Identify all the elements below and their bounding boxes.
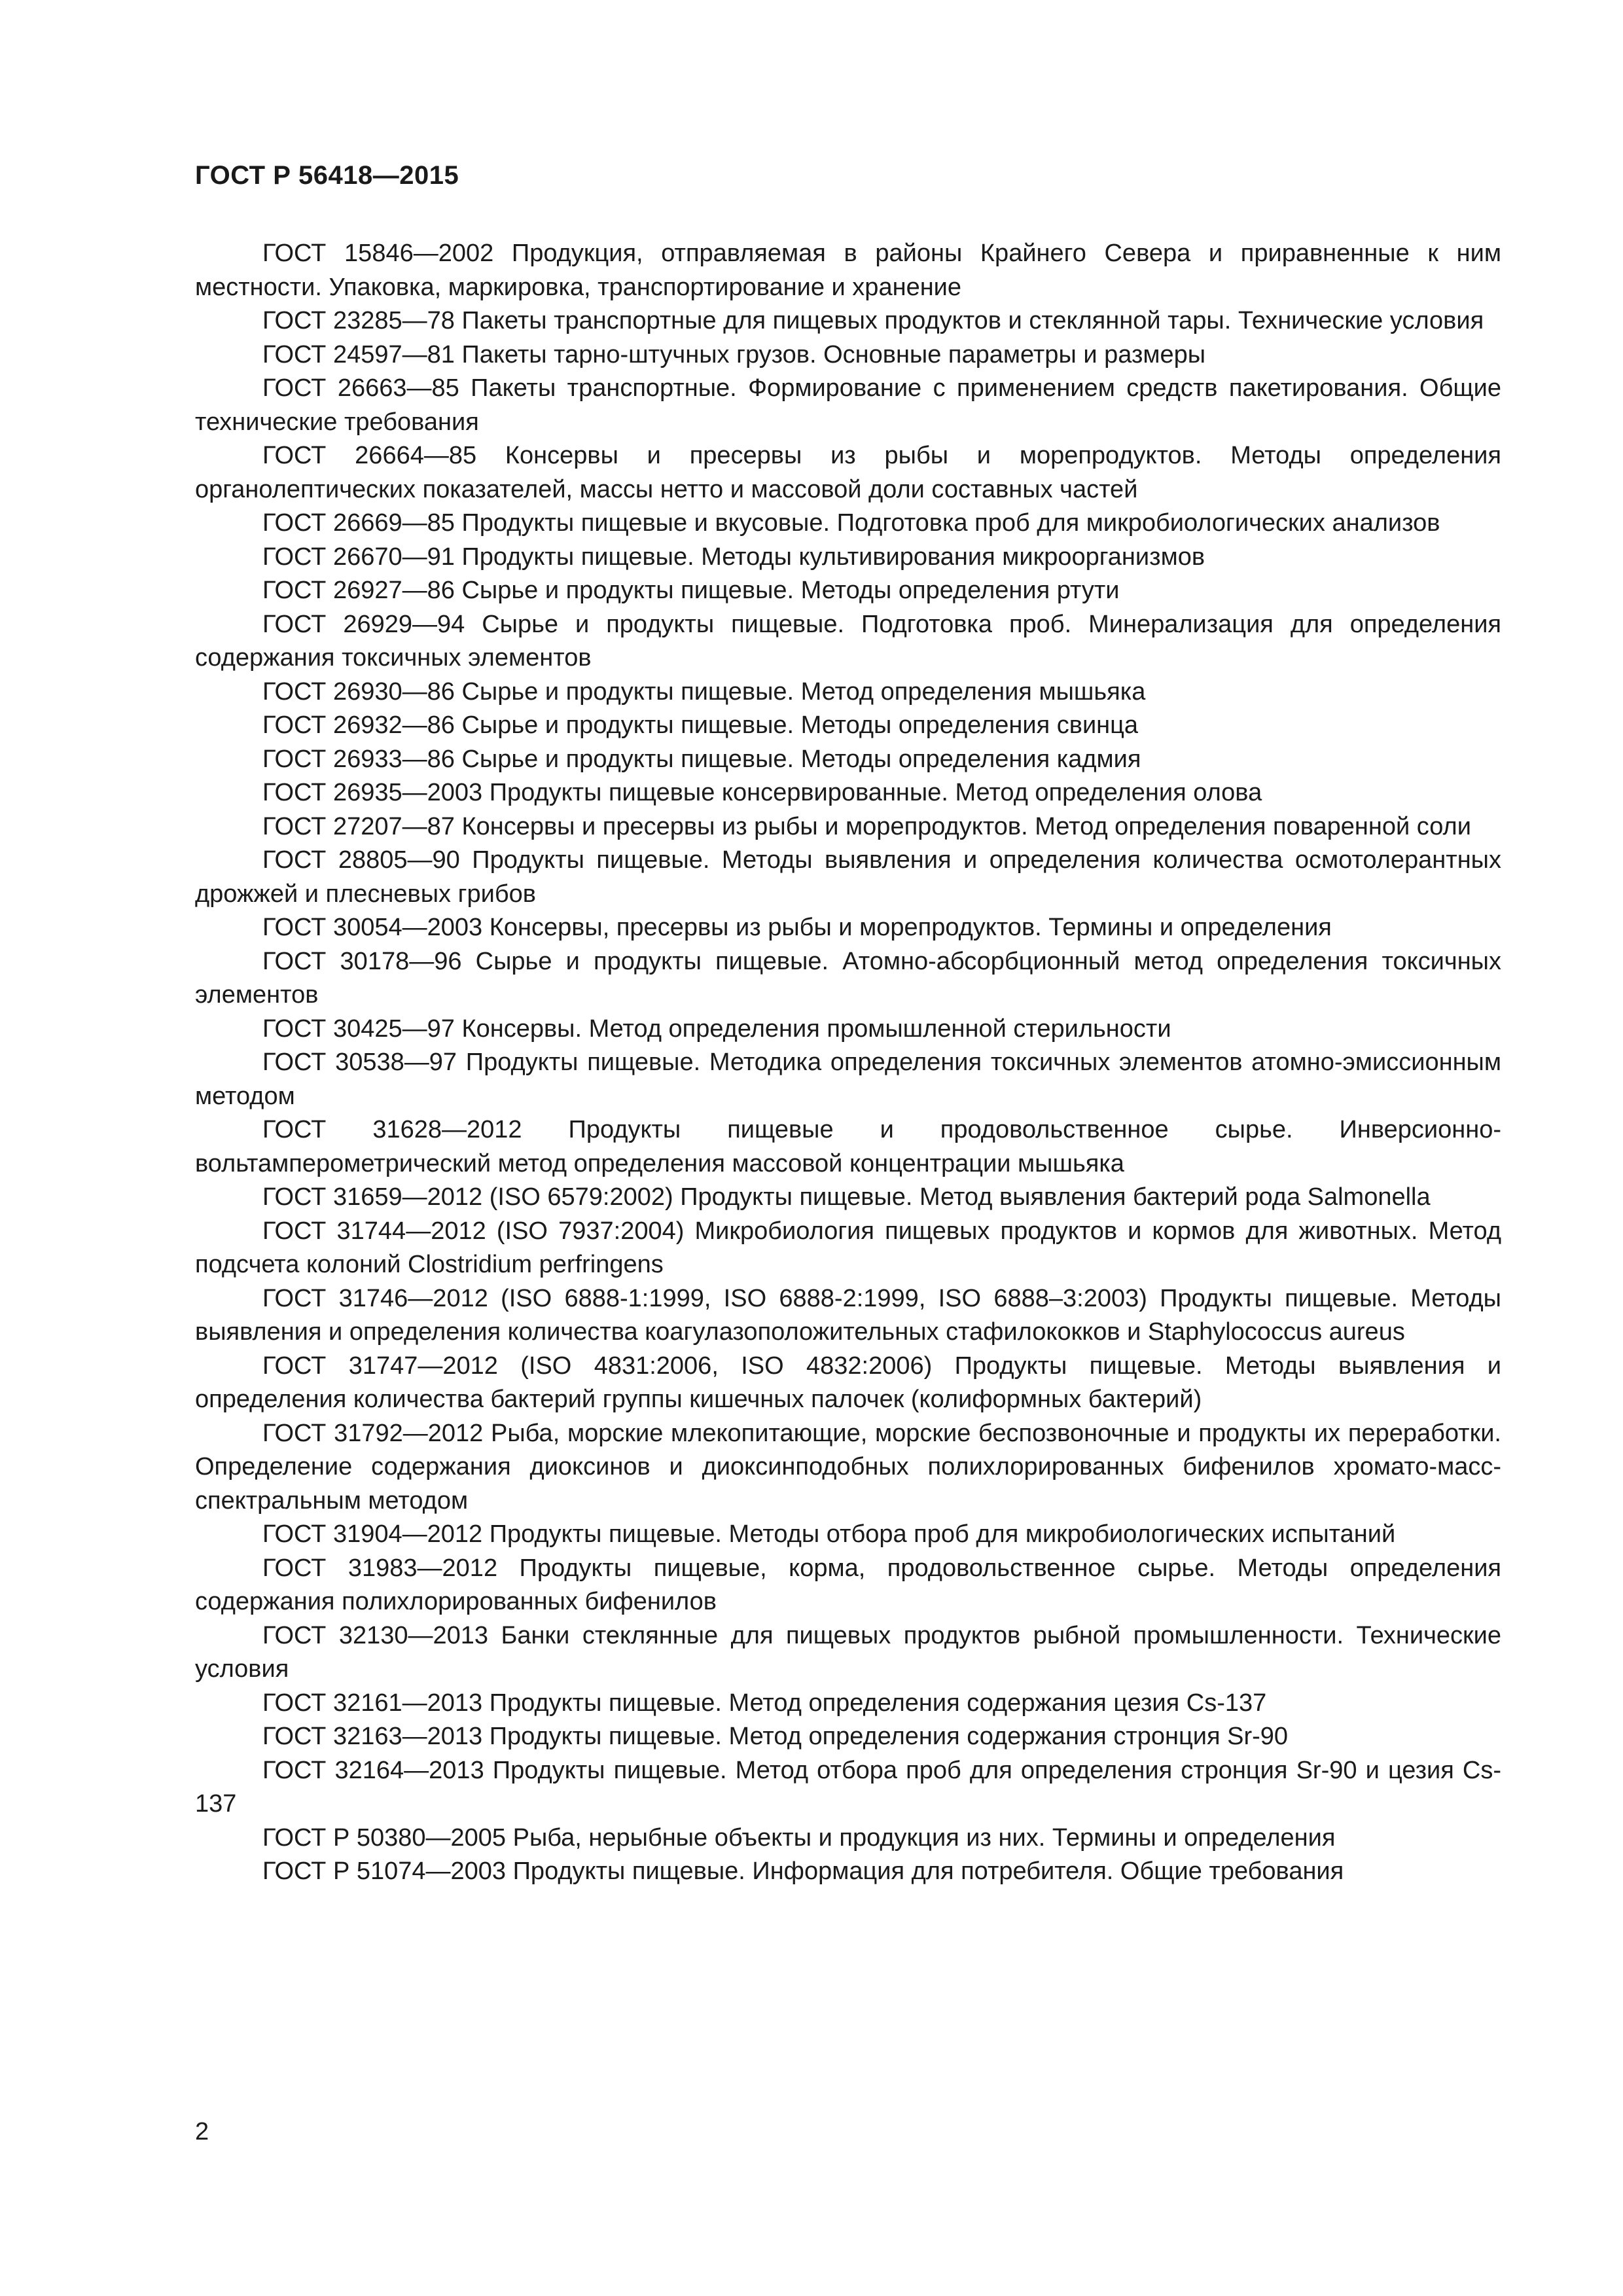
reference-item: ГОСТ 26670—91 Продукты пищевые. Методы культивирования микроорганизмов [262, 543, 1205, 571]
page-header-standard-id: ГОСТ Р 56418—2015 [195, 161, 459, 190]
reference-item: ГОСТ 31747—2012 (ISO 4831:2006, ISO 4832:2006) Продукты пищевые. Методы выявления и определения количества бактерий группы кишечных палочек (колиформных бактерий) [195, 1352, 1501, 1413]
reference-item: ГОСТ 23285—78 Пакеты транспортные для пищевых продуктов и стеклянной тары. Технические условия [262, 307, 1484, 334]
reference-item: ГОСТ 32164—2013 Продукты пищевые. Метод отбора проб для определения стронция Sr-90 и цезия Cs-137 [195, 1756, 1501, 1818]
reference-item: ГОСТ 31904—2012 Продукты пищевые. Методы отбора проб для микробиологических испытаний [262, 1520, 1396, 1548]
reference-item: ГОСТ 32163—2013 Продукты пищевые. Метод определения содержания стронция Sr-90 [262, 1723, 1289, 1750]
reference-item: ГОСТ 31744—2012 (ISO 7937:2004) Микробиология пищевых продуктов и кормов для животных. Метод подсчета колоний Clostridium perfringens [195, 1217, 1501, 1278]
reference-item: ГОСТ 30538—97 Продукты пищевые. Методика определения токсичных элементов атомно-эмиссионным методом [195, 1049, 1501, 1110]
reference-item: ГОСТ 26927—86 Сырье и продукты пищевые. Методы определения ртути [262, 577, 1120, 604]
reference-item: ГОСТ 30425—97 Консервы. Метод определения промышленной стерильности [262, 1014, 1171, 1043]
reference-item: ГОСТ 26929—94 Сырье и продукты пищевые. Подготовка проб. Минерализация для определения содержания токсичных элементов [195, 610, 1501, 672]
reference-item: ГОСТ 32161—2013 Продукты пищевые. Метод определения содержания цезия Cs-137 [262, 1689, 1267, 1717]
reference-item: ГОСТ 31659—2012 (ISO 6579:2002) Продукты пищевые. Метод выявления бактерий рода Salmonella [262, 1183, 1431, 1211]
reference-item: ГОСТ 24597—81 Пакеты тарно-штучных грузов. Основные параметры и размеры [262, 340, 1206, 368]
reference-item: ГОСТ 26930—86 Сырье и продукты пищевые. Метод определения мышьяка [262, 677, 1146, 706]
reference-item: ГОСТ 30178—96 Сырье и продукты пищевые. Атомно-абсорбционный метод определения токсичных элементов [195, 947, 1501, 1009]
reference-item: ГОСТ 31628—2012 Продукты пищевые и продовольственное сырье. Инверсионно-вольтамперометрический метод определения массовой концентрации мышьяка [195, 1116, 1501, 1177]
reference-item: ГОСТ 27207—87 Консервы и пресервы из рыбы и морепродуктов. Метод определения поваренной соли [262, 812, 1471, 840]
reference-item: ГОСТ 26663—85 Пакеты транспортные. Формирование с применением средств пакетирования. Общие технические требования [195, 374, 1501, 436]
reference-item: ГОСТ 30054—2003 Консервы, пресервы из рыбы и морепродуктов. Термины и определения [262, 914, 1332, 941]
reference-item: ГОСТ 31983—2012 Продукты пищевые, корма, продовольственное сырье. Методы определения содержания полихлорированных бифенилов [195, 1554, 1501, 1615]
page-number: 2 [195, 2118, 209, 2145]
reference-item: ГОСТ 31746—2012 (ISO 6888-1:1999, ISO 6888-2:1999, ISO 6888–3:2003) Продукты пищевые. Методы выявления и определения количества коагулазоположительных стафилококков и Staphylococcus aureus [195, 1284, 1501, 1346]
reference-item: ГОСТ 15846—2002 Продукция, отправляемая в районы Крайнего Севера и приравненные к ним местности. Упаковка, маркировка, транспортирование и хранение [195, 240, 1501, 301]
reference-item: ГОСТ Р 51074—2003 Продукты пищевые. Информация для потребителя. Общие требования [262, 1857, 1344, 1885]
reference-item: ГОСТ 28805—90 Продукты пищевые. Методы выявления и определения количества осмотолерантных дрожжей и плесневых грибов [195, 846, 1501, 908]
reference-item: ГОСТ 26935—2003 Продукты пищевые консервированные. Метод определения олова [262, 779, 1262, 806]
reference-item: ГОСТ 32130—2013 Банки стеклянные для пищевых продуктов рыбной промышленности. Технические условия [195, 1621, 1501, 1683]
reference-item: ГОСТ 31792—2012 Рыба, морские млекопитающие, морские беспозвоночные и продукты их переработки. Определение содержания диоксинов и диоксинподобных полихлорированных бифенилов хромато-масс-спектральным методом [195, 1419, 1501, 1515]
reference-item: ГОСТ 26932—86 Сырье и продукты пищевые. Методы определения свинца [262, 711, 1139, 739]
normative-references-list [195, 237, 1501, 1889]
reference-item: ГОСТ Р 50380—2005 Рыба, нерыбные объекты и продукция из них. Термины и определения [262, 1823, 1336, 1852]
reference-item: ГОСТ 26933—86 Сырье и продукты пищевые. Методы определения кадмия [262, 745, 1141, 773]
reference-item: ГОСТ 26664—85 Консервы и пресервы из рыбы и морепродуктов. Методы определения органолептических показателей, массы нетто и массовой доли составных частей [195, 442, 1501, 503]
reference-item: ГОСТ 26669—85 Продукты пищевые и вкусовые. Подготовка проб для микробиологических анализов [262, 509, 1440, 537]
